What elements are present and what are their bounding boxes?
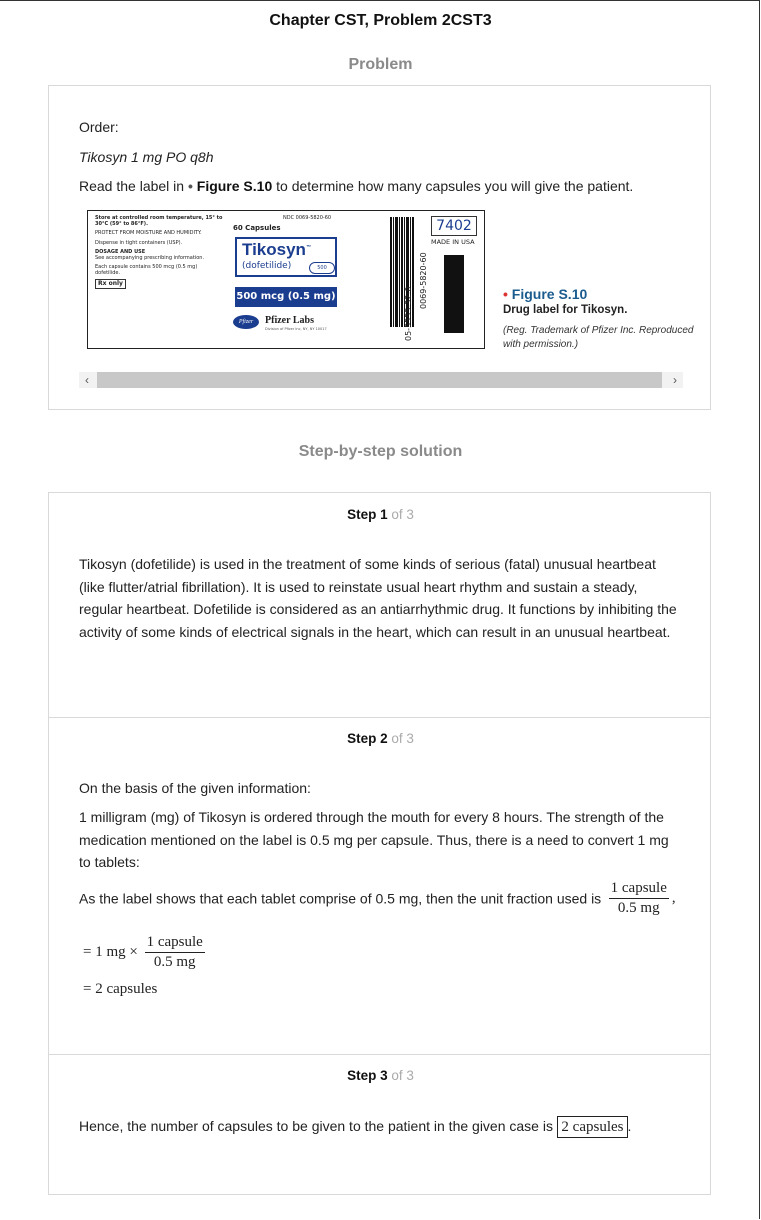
brand-name: Tikosyn™: [242, 240, 311, 259]
calculation-line: [83, 933, 208, 972]
brand-box: [235, 237, 337, 277]
caption-note: (Reg. Trademark of Pfizer Inc. Reproduced with permission.): [503, 325, 694, 350]
figure-caption: [503, 286, 703, 352]
generic-name: (dofetilide): [242, 261, 292, 271]
pfizer-logo: [233, 315, 373, 333]
label-storage: Store at controlled room temperature, 15° to 30°C (59° to 86°F).: [95, 215, 223, 228]
label-contents: Each capsule contains 500 mcg (0.5 mg) dofetilide.: [95, 264, 198, 277]
calculation-result: = 2 capsules: [83, 981, 158, 997]
caption-subtitle: Drug label for Tikosyn.: [503, 304, 628, 316]
pfizer-division: Division of Pfizer Inc, NY, NY 10017: [265, 327, 327, 331]
page-title: Chapter CST, Problem 2CST3: [269, 12, 492, 29]
drug-label-image: [87, 210, 485, 349]
made-in-usa: MADE IN USA: [431, 238, 475, 246]
caption-title: • Figure S.10: [503, 286, 588, 302]
order-value: Tikosyn 1 mg PO q8h: [79, 148, 214, 165]
label-dosage-text: See accompanying prescribing information.: [95, 255, 205, 262]
pfizer-oval-icon: Pfizer: [233, 315, 259, 329]
unit-fraction-line: As the label shows that each tablet comprise of 0.5 mg, then the unit fraction used is $\frac{\text{1 capsule}}{0.5 mg}$ ,: [79, 880, 676, 916]
step-1-text: Tikosyn (dofetilide) is used in the treatment of some kinds of serious (fatal) unusual heartbeat (like flutter/atrial fibrillation). It is used to reinstate usual heart rhythm and sustain a steady, regular heartbeat. Dofetilide is considered as an antiarrhythmic drug. It functions by inhibiting the activity of some kinds of electrical signals in the heart, which can result in an unusual heartbeat.: [79, 556, 677, 640]
barcode-number-2: 05-5555-32-0: [404, 286, 413, 341]
step-1-heading: Step 1 of 3: [347, 507, 414, 522]
lot-code: 7402: [431, 216, 477, 236]
scroll-thumb[interactable]: [97, 372, 662, 388]
capsule-icon: 500: [309, 262, 335, 274]
scroll-left-arrow-icon[interactable]: ‹: [79, 372, 95, 388]
step-2-paragraph: 1 milligram (mg) of Tikosyn is ordered through the mouth for every 8 hours. The strength of the medication mentioned on the label is 0.5 mg per capsule. Thus, there is a need to convert 1 mg to tablets:: [79, 809, 669, 870]
problem-box: [48, 85, 711, 410]
label-dispense: Dispense in tight containers (USP).: [95, 239, 183, 246]
unit-fraction: $\frac{\text{1 capsule}}{0.5 mg}$: [610, 880, 667, 916]
caption-bullet: •: [503, 286, 508, 302]
rx-only-badge: Rx only: [95, 279, 126, 289]
order-block: [79, 116, 689, 205]
step-3-heading: Step 3 of 3: [347, 1068, 414, 1083]
calc-prefix: = 1 mg ×: [83, 944, 138, 960]
label-black-block: [444, 255, 464, 333]
bullet-icon: •: [187, 178, 193, 194]
label-protect: PROTECT FROM MOISTURE AND HUMIDITY.: [95, 230, 202, 237]
pfizer-labs-text: Pfizer Labs: [265, 315, 314, 326]
step-2-intro: On the basis of the given information:: [79, 780, 311, 796]
solution-heading: Step-by-step solution: [298, 443, 463, 460]
barcode-number: 0069-5820-60: [419, 252, 428, 309]
calc-fraction: $\frac{\text{1 capsule}}{0.5 mg}$: [146, 934, 203, 970]
instruction-suffix: to determine how many capsules you will give the patient.: [272, 178, 634, 194]
answer-box: 2 capsules: [557, 1116, 627, 1138]
label-dosage-head: DOSAGE AND USE: [95, 248, 146, 255]
step-divider: [49, 1054, 710, 1055]
unit-fraction-text: As the label shows that each tablet comprise of 0.5 mg, then the unit fraction used is: [79, 890, 602, 907]
horizontal-scrollbar[interactable]: [79, 372, 683, 388]
solution-box: [48, 492, 711, 1195]
step-2-heading: Step 2 of 3: [347, 731, 414, 746]
label-side-text: [95, 215, 223, 289]
order-label: Order:: [79, 119, 119, 135]
scroll-right-arrow-icon[interactable]: ›: [667, 372, 683, 388]
capsule-count: 60 Capsules: [233, 224, 281, 232]
dose-bar: 500 mcg (0.5 mg): [235, 287, 337, 307]
step-3-text: Hence, the number of capsules to be given to the patient in the given case is: [79, 1118, 553, 1134]
problem-heading: Problem: [348, 56, 413, 73]
figure-reference: Figure S.10: [196, 178, 273, 194]
step-divider: [49, 717, 710, 718]
step-3-line: Hence, the number of capsules to be given to the patient in the given case is 2 capsules .: [79, 1115, 699, 1138]
instruction: [79, 175, 689, 198]
instruction-prefix: Read the label in: [79, 178, 188, 194]
ndc-number: NDC 0069-5820-60: [283, 215, 332, 221]
